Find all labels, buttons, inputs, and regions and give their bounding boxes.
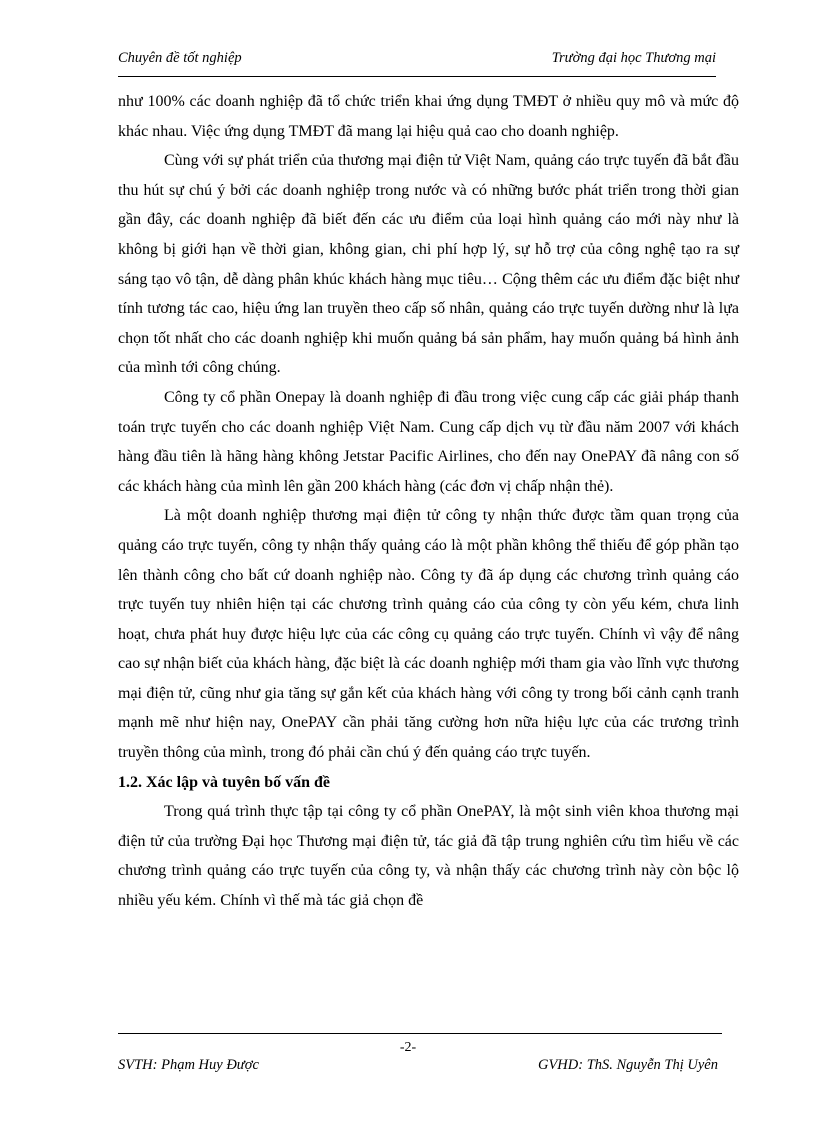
paragraph-3: Công ty cổ phần Onepay là doanh nghiệp đi đầu trong việc cung cấp các giải pháp thanh toán trực tuyến cho các doanh nghiệp Việt Nam. Cung cấp dịch vụ từ đầu năm 2007 với khách hàng đầu tiên là hãng hàng không Jetstar Pacific Airlines, cho đến nay OnePAY đã nâng con số các khách hàng của mình lên gần 200 khách hàng (các đơn vị chấp nhận thẻ). (118, 388, 739, 495)
paragraph-5: Trong quá trình thực tập tại công ty cổ phần OnePAY, là một sinh viên khoa thương mại điện tử của trường Đại học Thương mại điện tử, tác giả đã tập trung nghiên cứu tìm hiểu về các chương trình quảng cáo trực tuyến của công ty, và nhận thấy các chương trình này còn bộc lộ nhiều yếu kém. Chính vì thế mà tác giả chọn đề (118, 803, 739, 910)
header-document-type: Chuyên đề tốt nghiệp (118, 50, 242, 66)
footer-supervisor: GVHD: ThS. Nguyễn Thị Uyên (537, 1057, 718, 1073)
footer-divider (118, 1033, 722, 1034)
footer-student: SVTH: Phạm Huy Được (118, 1057, 259, 1073)
header-divider (118, 76, 716, 77)
page-number: -2- (399, 1040, 417, 1055)
paragraph-1: như 100% các doanh nghiệp đã tổ chức triển khai ứng dụng TMĐT ở nhiều quy mô và mức độ khác nhau. Việc ứng dụng TMĐT đã mang lại hiệu quả cao cho doanh nghiệp. (118, 93, 739, 140)
section-heading: 1.2. Xác lập và tuyên bố vấn đề (118, 773, 331, 791)
document-body (118, 87, 739, 916)
paragraph-2: Cùng với sự phát triển của thương mại điện tử Việt Nam, quảng cáo trực tuyến đã bắt đầu thu hút sự chú ý bởi các doanh nghiệp trong nước và có những bước phát triển trong thời gian gần đây, các doanh nghiệp đã biết đến các ưu điểm của loại hình quảng cáo mới này như là không bị giới hạn về thời gian, không gian, chi phí hợp lý, sự hỗ trợ của công nghệ tạo ra sự sáng tạo vô tận, dễ dàng phân khúc khách hàng mục tiêu… Cộng thêm các ưu điểm đặc biệt như tính tương tác cao, hiệu ứng lan truyền theo cấp số nhân, quảng cáo trực tuyến dường như là lựa chọn tốt nhất cho các doanh nghiệp khi muốn quảng bá sản phẩm, hay muốn quảng bá hình ảnh của mình tới công chúng. (118, 152, 739, 377)
page-footer (118, 1057, 722, 1081)
paragraph-4: Là một doanh nghiệp thương mại điện tử công ty nhận thức được tầm quan trọng của quảng cáo trực tuyến, công ty nhận thấy quảng cáo là một phần không thể thiếu để góp phần tạo lên thành công cho bất cứ doanh nghiệp nào. Công ty đã áp dụng các chương trình quảng cáo trực tuyến tuy nhiên hiện tại các chương trình quảng cáo của công ty còn yếu kém, chưa linh hoạt, chưa phát huy được hiệu lực của các công cụ quảng cáo trực tuyến. Chính vì vậy để nâng cao sự nhận biết của khách hàng, đặc biệt là các doanh nghiệp mới tham gia vào lĩnh vực thương mại điện tử, cũng như gia tăng sự gắn kết của khách hàng với công ty trong bối cảnh cạnh tranh mạnh mẽ như hiện nay, OnePAY cần phải tăng cường hơn nữa hiệu lực của các trương trình truyền thông của mình, trong đó phải cần chú ý đến quảng cáo trực tuyến. (118, 507, 739, 762)
header-university: Trường đại học Thương mại (551, 50, 716, 66)
